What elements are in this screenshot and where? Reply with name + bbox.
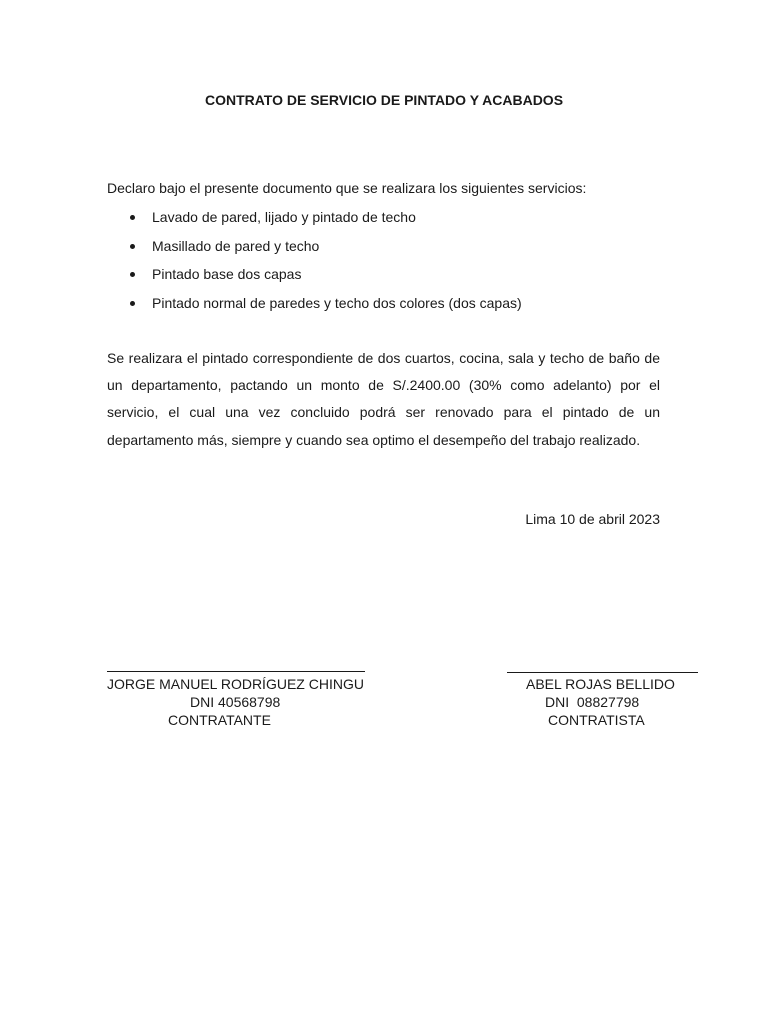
service-label: Lavado de pared, lijado y pintado de techo [152, 209, 416, 225]
service-label: Masillado de pared y techo [152, 237, 320, 254]
contract-body-paragraph: Se realizara el pintado correspondiente de dos cuartos, cocina, sala y techo de baño de un departamento, pactando un monto de S/.2400.00 (30% como adelanto) por el servicio, el cual una vez concluido podrá ser renovado para el pintado de un departamento más, siempre y cuando sea optimo el desempeño del trabajo realizado. [107, 350, 660, 448]
services-list [107, 207, 667, 321]
contratista-dni: DNI 08827798 [545, 694, 640, 710]
list-item [107, 207, 667, 236]
contratista-signature-line [507, 672, 698, 673]
contratante-signature-line [107, 671, 365, 672]
place-date: Lima 10 de abril 2023 [525, 511, 660, 527]
document-title: CONTRATO DE SERVICIO DE PINTADO Y ACABADOS [204, 92, 564, 108]
intro-text: Declaro bajo el presente documento que se realizara los siguientes servicios: [107, 180, 587, 196]
bullet-icon [130, 272, 135, 277]
contratista-role: CONTRATISTA [548, 712, 645, 728]
list-item [107, 236, 667, 265]
contratante-name: JORGE MANUEL RODRÍGUEZ CHINGU [107, 676, 364, 692]
bullet-icon [130, 244, 135, 249]
service-label: Pintado normal de paredes y techo dos colores (dos capas) [152, 294, 522, 311]
service-label: Pintado base dos capas [152, 266, 302, 282]
bullet-icon [130, 215, 135, 220]
list-item [107, 264, 667, 293]
bullet-icon [130, 301, 135, 306]
contratista-name: ABEL ROJAS BELLIDO [526, 676, 675, 692]
contratante-role: CONTRATANTE [168, 712, 271, 728]
contratante-dni: DNI 40568798 [190, 694, 281, 710]
list-item [107, 293, 667, 322]
